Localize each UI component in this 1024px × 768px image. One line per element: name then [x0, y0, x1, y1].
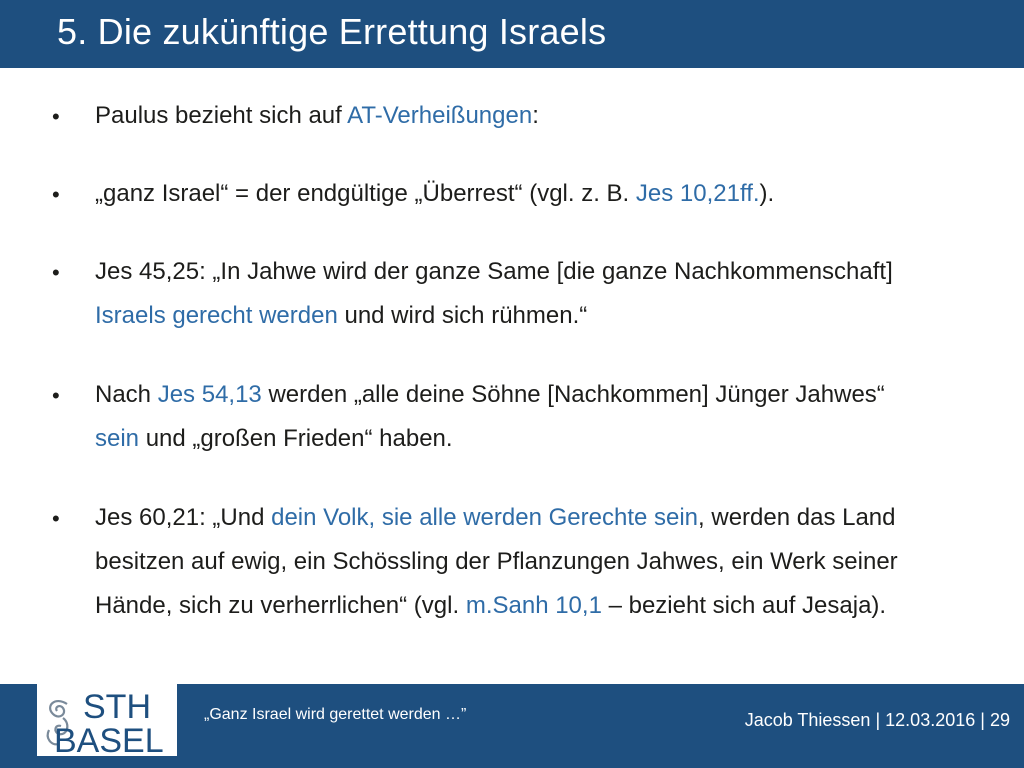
- highlighted-reference: Jes 10,21ff.: [635, 180, 760, 207]
- text-segment: besitzen auf ewig, ein Schössling der Pflanzungen Jahwes, ein Werk seiner: [95, 548, 898, 575]
- text-segment: – bezieht sich auf Jesaja).: [601, 592, 887, 619]
- text-segment: Jes 60,21: „Und: [95, 504, 272, 531]
- bullet-text-line: [95, 592, 886, 620]
- bullet-text-line: [95, 180, 774, 208]
- text-segment: Paulus bezieht sich auf: [95, 102, 348, 129]
- title-bar: [0, 0, 1024, 68]
- highlighted-reference: Israels gerecht werden: [95, 302, 338, 329]
- bullet-text-line: [95, 258, 893, 286]
- bullet-text-line: [95, 102, 539, 130]
- text-segment: ).: [759, 180, 775, 207]
- footer-quote: „Ganz Israel wird gerettet werden …”: [204, 706, 467, 723]
- bullet-marker: •: [52, 506, 60, 531]
- bullet-text-line: [95, 425, 453, 453]
- footer-author: Jacob Thiessen: [744, 710, 871, 730]
- logo-basel-text: BASEL: [54, 722, 164, 756]
- text-segment: und wird sich rühmen.“: [337, 302, 588, 329]
- footer-page-number: 29: [989, 710, 1010, 730]
- footer-meta: [745, 710, 1010, 731]
- text-segment: Hände, sich zu verherrlichen“ (vgl.: [95, 592, 466, 619]
- bullet-marker: •: [52, 383, 60, 408]
- bullet-text-line: [95, 381, 885, 409]
- highlighted-reference: dein Volk, sie alle werden Gerechte sein: [271, 504, 699, 531]
- text-segment: „ganz Israel“ = der endgültige „Überrest“ (vgl. z. B.: [95, 180, 636, 207]
- text-segment: Jes 45,25: „In Jahwe wird der ganze Same [die ganze Nachkommenschaft]: [95, 258, 893, 285]
- highlighted-reference: sein: [95, 425, 140, 452]
- logo: [37, 684, 177, 756]
- slide-title: 5. Die zukünftige Errettung Israels: [57, 11, 607, 52]
- bullet-text-line: [95, 548, 898, 576]
- bullet-marker: •: [52, 104, 60, 129]
- highlighted-reference: Jes 54,13: [157, 381, 262, 408]
- footer-date: 12.03.2016: [885, 710, 976, 730]
- text-segment: und „großen Frieden“ haben.: [139, 425, 453, 452]
- logo-sth-text: STH: [83, 688, 151, 726]
- text-segment: Nach: [95, 381, 158, 408]
- highlighted-reference: m.Sanh 10,1: [465, 592, 602, 619]
- bullet-marker: •: [52, 182, 60, 207]
- footer-separator: |: [980, 710, 985, 730]
- text-segment: , werden das Land: [698, 504, 896, 531]
- bullet-marker: •: [52, 260, 60, 285]
- sth-basel-logo-icon: [37, 684, 177, 756]
- text-segment: werden „alle deine Söhne [Nachkommen] Jünger Jahwes“: [261, 381, 885, 408]
- text-segment: :: [532, 102, 539, 129]
- bullet-text-line: [95, 302, 587, 330]
- bullet-text-line: [95, 504, 896, 532]
- footer-separator: |: [875, 710, 881, 730]
- highlighted-reference: AT-Verheißungen: [347, 102, 533, 129]
